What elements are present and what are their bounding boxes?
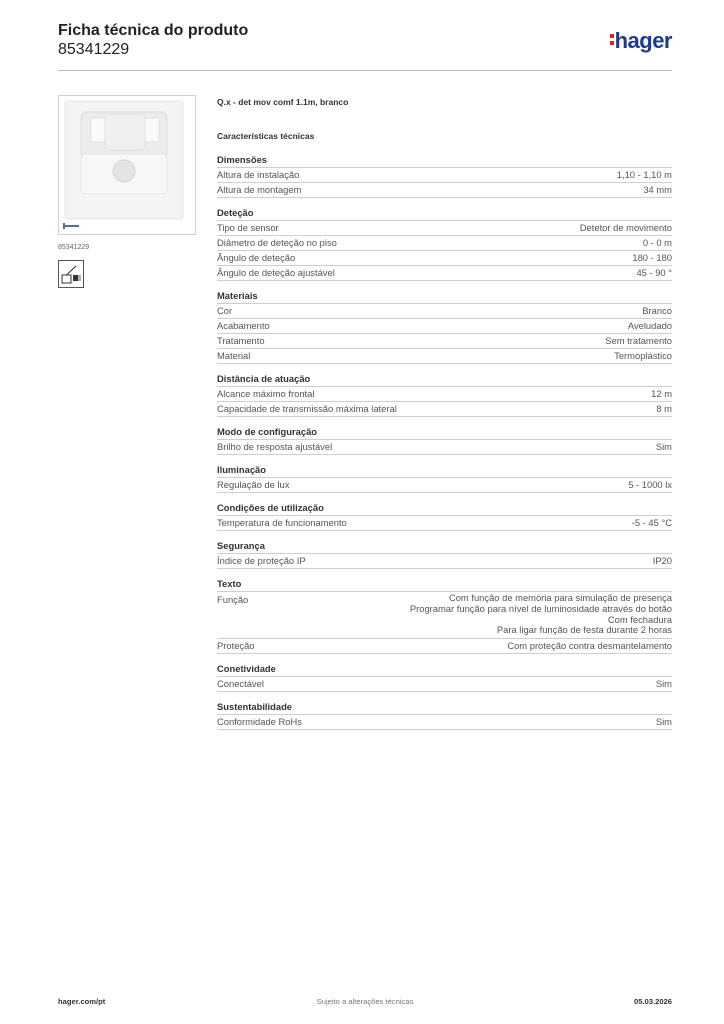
spec-value: Sim [655, 716, 672, 728]
spec-label: Acabamento [217, 320, 270, 331]
document-title: Ficha técnica do produto [58, 22, 249, 39]
spec-label: Conectável [217, 678, 264, 690]
spec-value: Aveludado [627, 320, 672, 331]
spec-row [217, 236, 672, 251]
section-title: Dimensões [217, 153, 672, 168]
spec-label: Índice de proteção IP [217, 555, 306, 566]
spec-value-list [410, 593, 672, 636]
product-image-column [58, 95, 196, 288]
section-actuation-distance [217, 372, 672, 417]
spec-value-line: Programar função para nível de luminosidade através do botão [409, 602, 672, 614]
section-title: Materiais [217, 289, 672, 304]
section-title: Condições de utilização [217, 501, 672, 516]
section-title: Deteção [217, 206, 672, 221]
spec-row [217, 478, 672, 493]
spec-label: Altura de montagem [217, 184, 302, 195]
spec-value: 5 - 1000 lx [628, 479, 672, 490]
section-materials [217, 289, 672, 364]
spec-value: 0 - 0 m [642, 237, 672, 248]
section-detection [217, 206, 672, 281]
logo-dots-icon [610, 34, 614, 46]
spec-label: Função [217, 594, 249, 605]
spec-row [217, 592, 672, 639]
spec-row [217, 715, 672, 730]
section-lighting [217, 463, 672, 493]
product-name: Q.x - det mov comf 1.1m, branco [217, 97, 349, 107]
spec-label: Ângulo de deteção ajustável [217, 267, 335, 278]
spec-row [217, 639, 672, 654]
spec-label: Material [217, 350, 251, 361]
spec-label: Brilho de resposta ajustável [217, 441, 333, 452]
document-product-code: 85341229 [58, 41, 130, 58]
footer-notice: Sujeito a alterações técnicas [316, 997, 414, 1006]
section-dimensions [217, 153, 672, 198]
spec-value-line: Com fechadura [607, 613, 672, 625]
spec-value: 1,10 - 1,10 m [616, 169, 672, 180]
spec-row [217, 387, 672, 402]
section-text [217, 577, 672, 654]
spec-row [217, 221, 672, 236]
spec-label: Altura de instalação [217, 169, 300, 180]
spec-value: 45 - 90 ° [636, 267, 672, 278]
spec-value: Sim [655, 441, 672, 452]
footer-website-link[interactable]: hager.com/pt [58, 997, 106, 1006]
spec-label: Temperatura de funcionamento [217, 517, 347, 528]
spec-label: Cor [217, 305, 233, 316]
section-safety [217, 539, 672, 569]
specifications-column [217, 97, 672, 730]
spec-value: Branco [642, 305, 672, 316]
section-sustainability [217, 700, 672, 730]
spec-row [217, 516, 672, 531]
spec-label: Regulação de lux [217, 479, 290, 490]
spec-label: Tipo de sensor [217, 222, 279, 233]
spec-value: Detetor de movimento [579, 222, 672, 233]
section-connectivity [217, 662, 672, 692]
section-configuration-mode [217, 425, 672, 455]
spec-label: Ângulo de deteção [217, 252, 296, 263]
spec-value: 34 mm [643, 184, 672, 195]
spec-value: IP20 [652, 555, 672, 566]
spec-value: Sim [655, 678, 672, 690]
spec-row [217, 251, 672, 266]
hager-logo [610, 28, 672, 54]
footer-date: 05.03.2026 [633, 997, 672, 1006]
page-header [58, 22, 672, 71]
spec-value: 12 m [651, 388, 672, 399]
spec-row [217, 554, 672, 569]
spec-value: Termoplástico [614, 350, 672, 361]
section-title: Conetividade [217, 662, 672, 677]
spec-row [217, 402, 672, 417]
spec-label: Tratamento [217, 335, 265, 346]
spec-row [217, 266, 672, 281]
motion-detector-illustration [59, 96, 195, 234]
spec-label: Proteção [217, 640, 255, 652]
spec-value-line: Com função de memória para simulação de presença [448, 592, 672, 603]
product-image [58, 95, 196, 235]
spec-value: Com proteção contra desmantelamento [507, 640, 672, 652]
spec-row [217, 168, 672, 183]
spec-value: 180 - 180 [632, 252, 672, 263]
spec-row [217, 349, 672, 364]
installation-symbol-icon [58, 260, 84, 288]
technical-characteristics-heading: Características técnicas [217, 131, 315, 141]
product-code-caption: 85341229 [58, 244, 90, 251]
spec-label: Alcance máximo frontal [217, 388, 315, 399]
spec-value-line: Para ligar função de festa durante 2 horas [496, 624, 672, 636]
section-title: Modo de configuração [217, 425, 672, 440]
spec-value: -5 - 45 °C [631, 517, 672, 528]
spec-row [217, 304, 672, 319]
spec-row [217, 677, 672, 692]
spec-row [217, 334, 672, 349]
spec-value: Sem tratamento [605, 335, 672, 346]
section-title: Sustentabilidade [217, 700, 672, 715]
section-title: Texto [217, 577, 672, 592]
section-title: Distância de atuação [217, 372, 672, 387]
spec-row [217, 440, 672, 455]
section-usage-conditions [217, 501, 672, 531]
spec-row [217, 319, 672, 334]
spec-label: Capacidade de transmissão máxima lateral [217, 403, 397, 414]
section-title: Iluminação [217, 463, 672, 478]
logo-text: hager [614, 28, 672, 53]
section-title: Segurança [217, 539, 672, 554]
spec-row [217, 183, 672, 198]
spec-label: Diâmetro de deteção no piso [217, 237, 337, 248]
spec-label: Conformidade RoHs [217, 716, 302, 728]
spec-value: 8 m [656, 403, 672, 414]
